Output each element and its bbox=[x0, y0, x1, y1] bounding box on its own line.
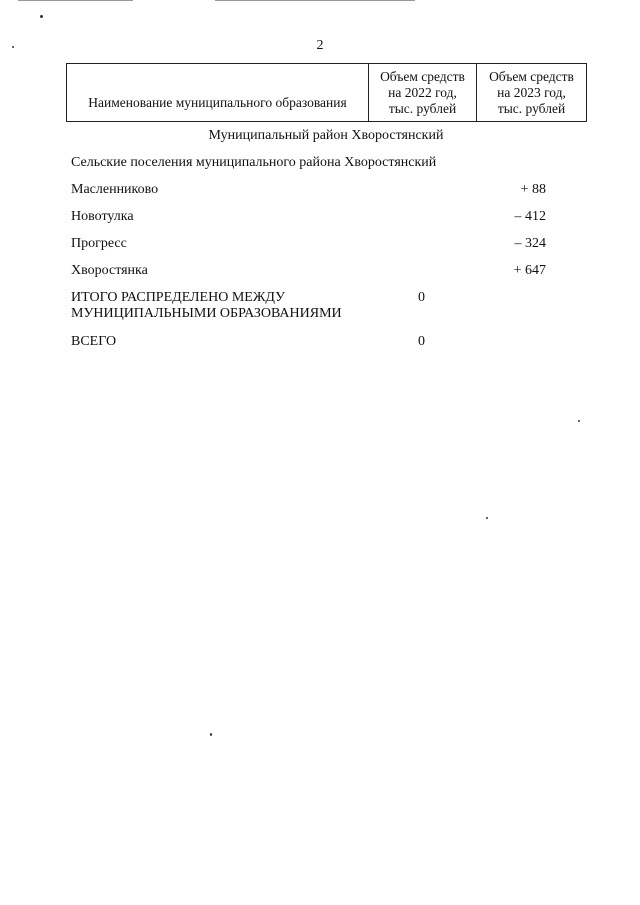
row-value-2023: + 88 bbox=[520, 182, 546, 197]
row-name: Хворостянка bbox=[71, 263, 148, 278]
scan-edge-line bbox=[215, 0, 415, 1]
header-name-cell: Наименование муниципального образования bbox=[67, 64, 369, 122]
scan-speck bbox=[486, 517, 488, 519]
scan-edge-line bbox=[18, 0, 133, 1]
scan-speck bbox=[40, 15, 43, 18]
header-table bbox=[66, 63, 587, 122]
row-name: Прогресс bbox=[71, 236, 127, 251]
total-distributed-label: ИТОГО РАСПРЕДЕЛЕНО МЕЖДУ МУНИЦИПАЛЬНЫМИ ОБРАЗОВАНИЯМИ bbox=[71, 290, 342, 321]
grand-total-label: ВСЕГО bbox=[71, 334, 117, 349]
row-value-2023: – 412 bbox=[514, 209, 546, 224]
header-2023-cell: Объем средств на 2023 год, тыс. рублей bbox=[477, 64, 587, 122]
scan-speck bbox=[578, 420, 580, 422]
page-number: 2 bbox=[316, 38, 324, 53]
row-value-2023: – 324 bbox=[514, 236, 546, 251]
scan-speck bbox=[210, 733, 212, 736]
row-name: Новотулка bbox=[71, 209, 134, 224]
row-name: Масленниково bbox=[71, 182, 159, 197]
section-heading: Сельские поселения муниципального района Хворостянский bbox=[71, 155, 437, 170]
header-2022-cell: Объем средств на 2022 год, тыс. рублей bbox=[369, 64, 477, 122]
total-distributed-value: 0 bbox=[418, 290, 425, 305]
grand-total-value: 0 bbox=[418, 334, 425, 349]
row-value-2023: + 647 bbox=[513, 263, 546, 278]
district-heading: Муниципальный район Хворостянский bbox=[208, 128, 444, 143]
